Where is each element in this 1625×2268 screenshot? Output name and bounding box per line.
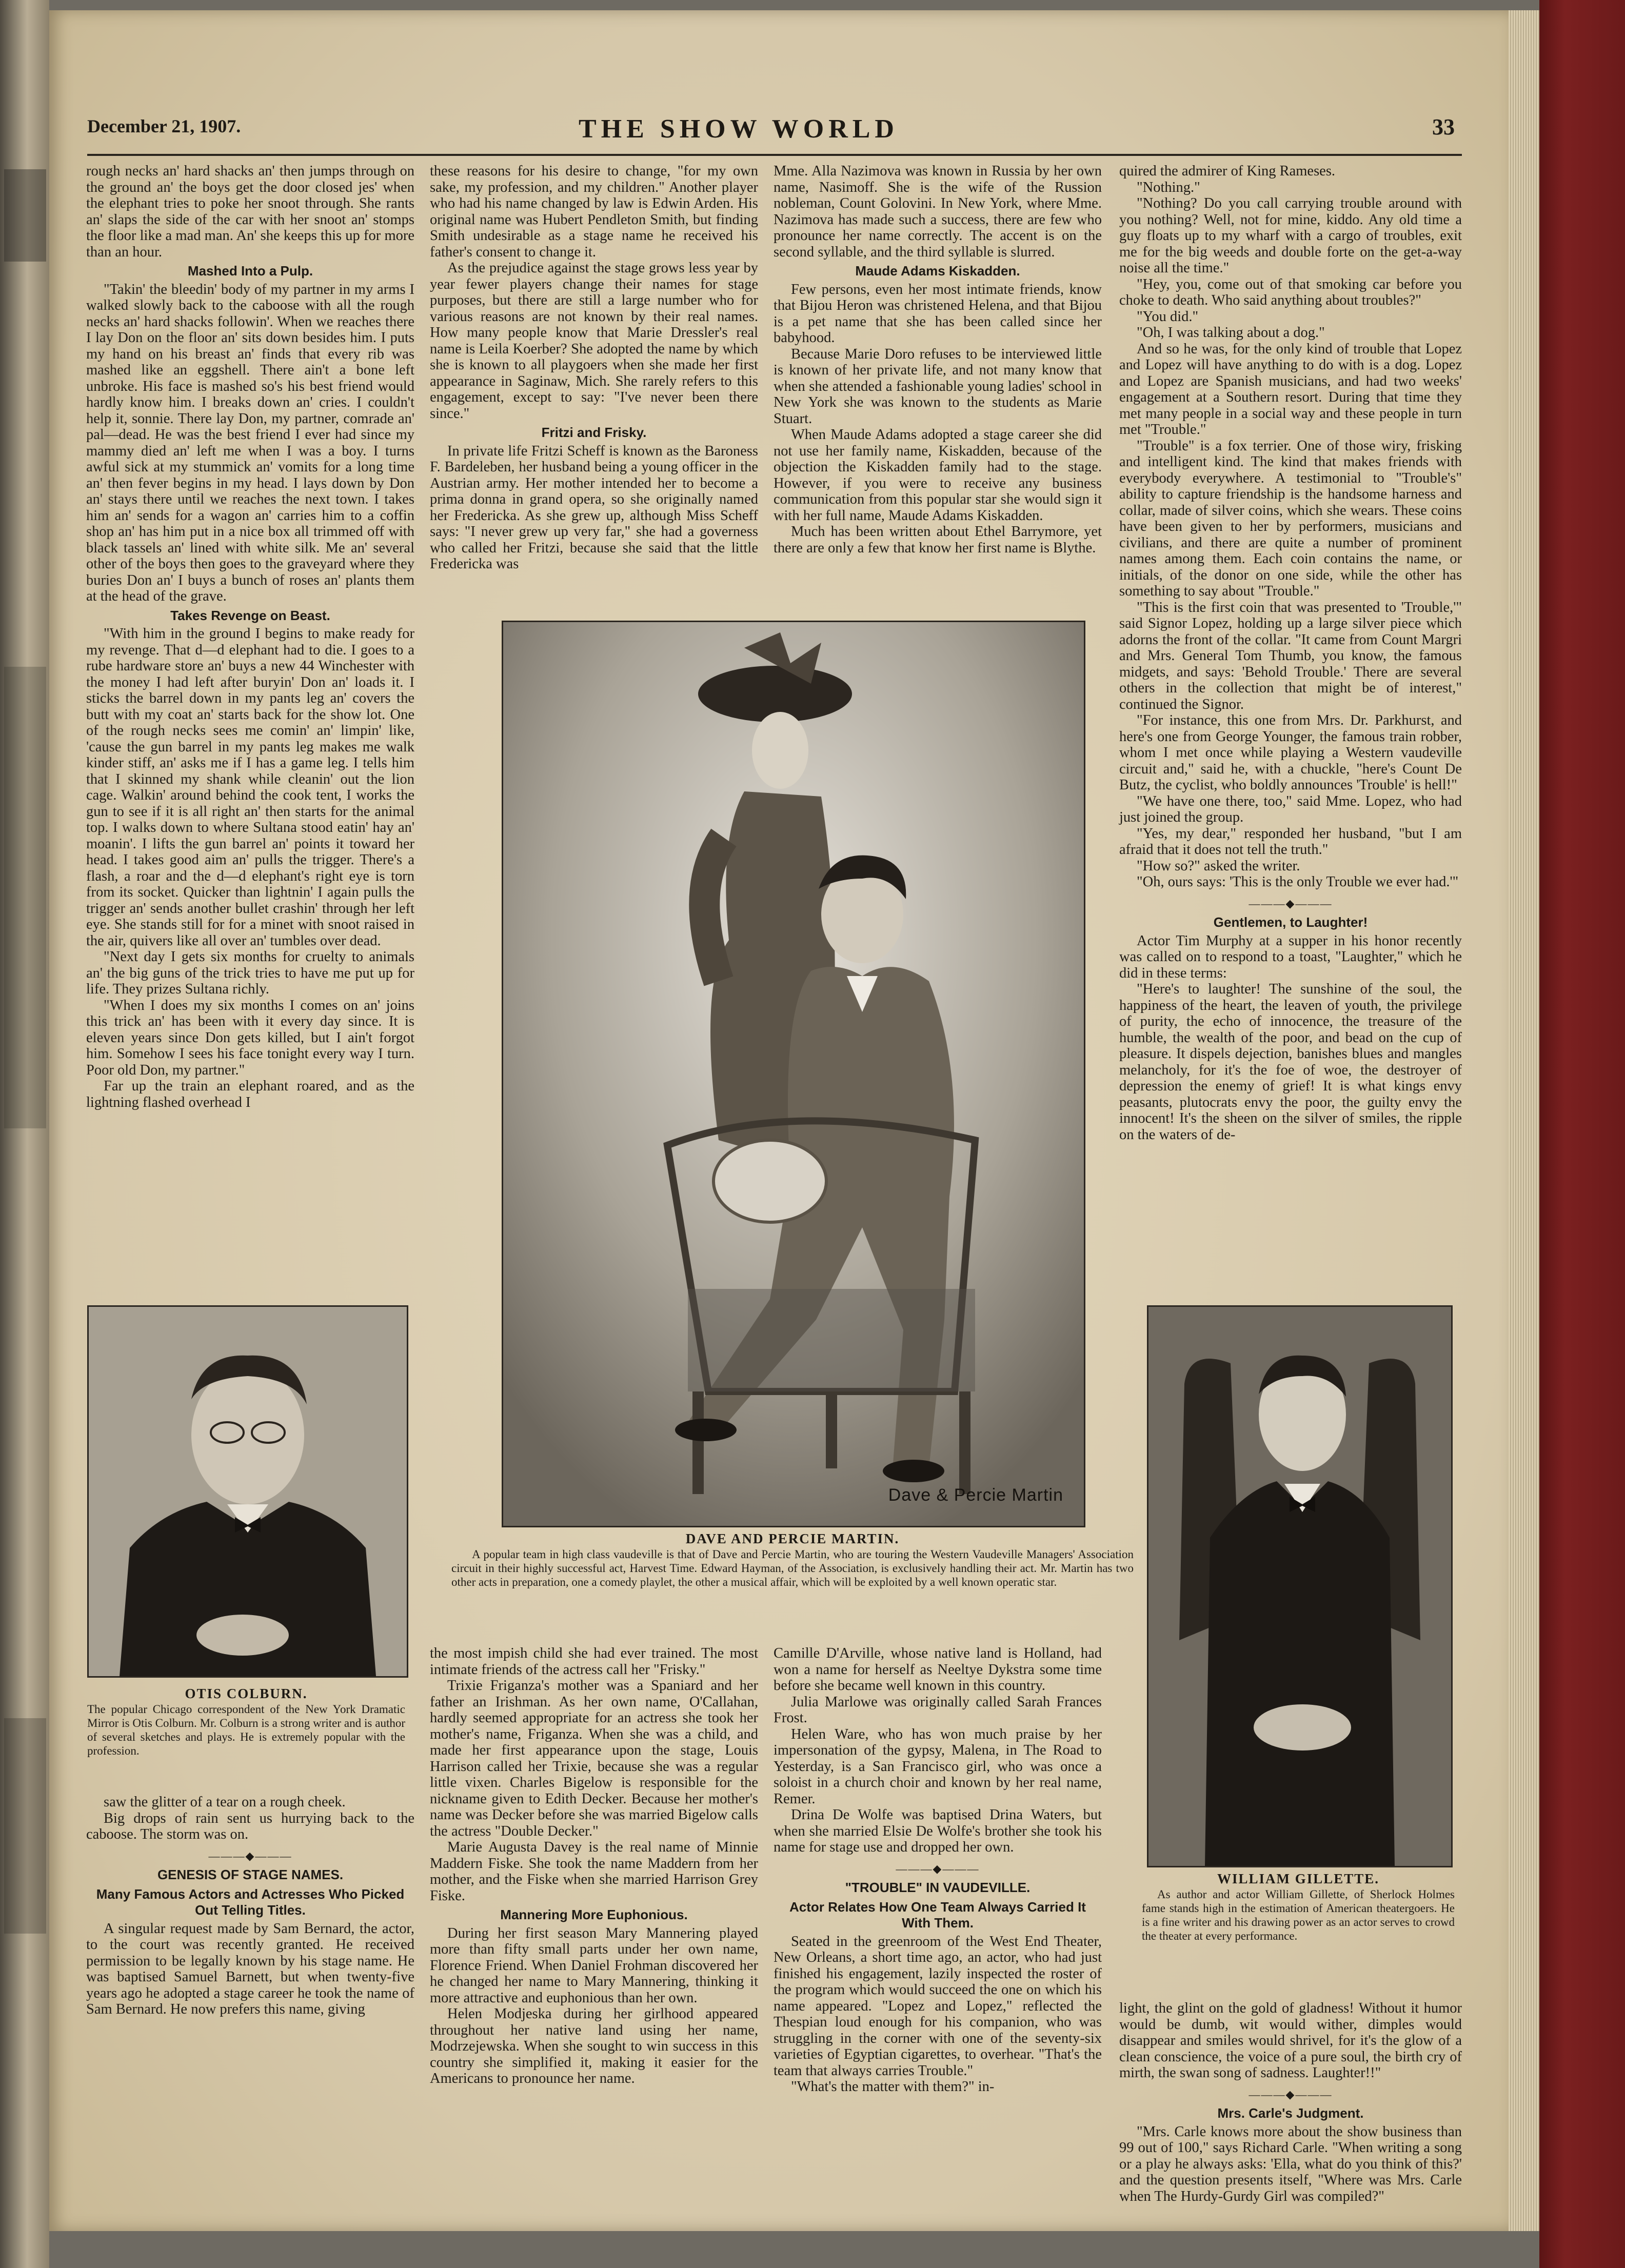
otis-colburn-caption: [87, 1686, 405, 1809]
column-2-top: [430, 163, 758, 614]
paragraph: quired the admirer of King Rameses.: [1119, 163, 1336, 179]
paragraph: "Oh, I was talking about a dog.": [1137, 325, 1325, 341]
paragraph: rough necks an' hard shacks an' then jumps through on the ground an' the boys get the door closed jes' when the elephant tries to poke her snoot through. She rants an' slaps the side of the car with her snoot an' stomps the floor like a mad man. An' she keeps this up for more than an hour.: [86, 163, 414, 260]
paragraph: Few persons, even her most intimate friends, know that Bijou Heron was christened Helena, and that Bijou is a pet name that she has been called since her babyhood.: [774, 281, 1102, 346]
paragraph: saw the glitter of a tear on a rough cheek.: [104, 1794, 346, 1810]
paragraph: Much has been written about Ethel Barrymore, yet there are only a few that know her first name is Blythe.: [774, 524, 1102, 556]
paragraph: "This is the first coin that was presented to 'Trouble,'" said Signor Lopez, holding up a large silver piece which adorns the front of the collar. "It came from Count Margri and Mrs. General Tom Thumb, you know, the famous midgets, and says: 'Behold Trouble.' There are several others in the collection that might be of interest," continued the Signor.: [1119, 599, 1462, 712]
column-4-top: [1119, 163, 1462, 1297]
paragraph: "You did.": [1137, 308, 1199, 325]
william-gillette-photo: [1147, 1305, 1453, 1867]
paragraph: "Takin' the bleedin' body of my partner in my arms I walked slowly back to the caboose with all the rough necks an' hard shacks followin'. When we reaches there I lay Don on the floor an' sits down besides him. I puts my hand on his breast an' finds that every rib was mashed like an eggshell. There ain't a bone left unbroke. His face is mashed so's his best friend would hardly know him. I breaks down an' cries. I couldn't help it, sonnie. There lay Don, my partner, comrade an' pal—dead. He was the best friend I ever had since my mammy died an' left me when I was a boy. I turns awful sick at my stummick an' vomits for a long time an' then fever begins in my head. I lays down by Don an' stays there until we reaches the next town. I takes him an' sends for a wagon an' carries him to a coffin shop an' has him put in a nice box all trimmed off with black tassels an' lined with white silk. Me an' several other of the boys then goes to the graveyard where they buries Don an' I buys a bunch of roses an' plants them at the head of the grave.: [86, 281, 414, 604]
paragraph: A singular request made by Sam Bernard, the actor, to the court was recently granted. He received permission to be legally known by his stage name. He was baptised Samuel Barnett, but when twenty-five years ago he adopted a stage career he took the name of Sam Bernard. He now prefers this name, giving: [86, 1920, 414, 2017]
paragraph: "When I does my six months I comes on an' joins this trick an' has been with it every day since. It is eleven years since Don gets killed, but I ain't forgot him. Somehow I sees his face tonight every way I turn. Poor old Don, my partner.": [86, 997, 414, 1078]
paragraph: Trixie Friganza's mother was a Spaniard and her father an Irishman. As her own name, O'Callahan, hardly seemed appropriate for an actress she took her mother's name, Friganza. When she was a child, and made her first appearance upon the stage, Louis Harrison called her Trixie, because she was a regular little vixen. Charles Bigelow is responsible for the nickname given to Edith Decker. Because her mother's name was Decker before she was married Bigelow calls the actress "Double Decker.": [430, 1678, 758, 1839]
book-cover: [1539, 0, 1625, 2268]
section-heading: Gentlemen, to Laughter!: [1213, 914, 1368, 930]
masthead-title: THE SHOW WORLD: [579, 114, 899, 144]
paragraph: Mme. Alla Nazimova was known in Russia by her own name, Nasimoff. She is the wife of the Russion nobleman, Count Golovini. In New York, where Mme. Nazimova has made such a success, there are few who pronounce her name correctly. The accent is on the second syllable, and the third syllable is slurred.: [774, 163, 1102, 260]
paragraph: "Here's to laughter! The sunshine of the soul, the happiness of the heart, the leaven of youth, the privilege of purity, the echo of innocence, the treasure of the humble, the wealth of the poor, and bead on the cup of pleasure. It dispels dejection, banishes blues and mangles melancholy, for it's the foe of woe, the destroyer of depression the enemy of grief! It is what kings envy peasants, plutocrats envy the poor, the guilty envy the innocent! It's the sheen on the silver of smiles, the ripple on the waters of de-: [1119, 981, 1462, 1143]
paragraph: "Next day I gets six months for cruelty to animals an' the big guns of the trick tries to have me put up for life. They prizes Sultana richly.: [86, 949, 414, 997]
page-number: 33: [1432, 114, 1455, 140]
caption-title: DAVE AND PERCIE MARTIN.: [685, 1531, 900, 1546]
column-3-top: [774, 163, 1102, 614]
column-1-top: [86, 163, 414, 1304]
paragraph: "Yes, my dear," responded her husband, "but I am afraid that it does not tell the truth.": [1119, 825, 1462, 858]
subheading: Actor Relates How One Team Always Carried It With Them.: [789, 1899, 1086, 1931]
caption-title: WILLIAM GILLETTE.: [1217, 1871, 1380, 1886]
paragraph: "Trouble" is a fox terrier. One of those wiry, frisking and intelligent kind. The kind that makes friends with everybody everywhere. A testimonial to "Trouble's" ability to capture friendship is the handsome harness and collar, made of silver coins, which she wears. These coins have been given to her by performers, musicians and civilians, and there are quite a number of prominent names among them. Each coin contains the name, or initials, of the donor on one side, while the other has something to say about "Trouble.": [1119, 437, 1462, 599]
paragraph: "Hey, you, come out of that smoking car before you choke to death. Who said anything about troubles?": [1119, 276, 1462, 308]
paragraph: Far up the train an elephant roared, and as the lightning flashed overhead I: [86, 1078, 414, 1110]
subheading: Mashed Into a Pulp.: [187, 263, 313, 278]
paragraph: "How so?" asked the writer.: [1137, 858, 1300, 874]
subheading: Fritzi and Frisky.: [541, 425, 647, 440]
subheading: Mannering More Euphonious.: [500, 1907, 688, 1922]
paragraph: Drina De Wolfe was baptised Drina Waters, but when she married Elsie De Wolfe's brother she took his name for stage use and dropped her own.: [774, 1807, 1102, 1855]
section-divider: ———◆———: [1249, 2087, 1333, 2101]
column-2-bottom: [430, 1645, 758, 2189]
section-heading: "TROUBLE" IN VAUDEVILLE.: [845, 1880, 1031, 1895]
paragraph: Actor Tim Murphy at a supper in his honor recently was called on to respond to a toast, "Laughter," which he did in these terms:: [1119, 932, 1462, 981]
caption-text: As author and actor William Gillette, of Sherlock Holmes fame stands high in the estimation of American theatergoers. He is a fine writer and his drawing power as an actor serves to crowd the theater at every performance.: [1142, 1887, 1455, 1942]
paragraph: "We have one there, too," said Mme. Lopez, who had just joined the group.: [1119, 793, 1462, 825]
paragraph: "For instance, this one from Mrs. Dr. Parkhurst, and here's one from George Younger, the famous train robber, whom I met once while playing a Western vaudeville circuit and," said he, with a chuckle, "here's Count De Butz, the cyclist, who boldly announces 'Trouble' is hell!": [1119, 712, 1462, 793]
paragraph: these reasons for his desire to change, "for my own sake, my profession, and my children." Another player who had his name changed by law is Edwin Arden. His original name was Hubert Pendleton Smith, but finding Smith undesirable as a stage name he received his father's consent to change it.: [430, 163, 758, 260]
paragraph: "With him in the ground I begins to make ready for my revenge. That d—d elephant had to die. I goes to a rube hardware store an' buys a new 44 Winchester with the money I had left after buryin' Don an' loads it. I sticks the barrel down in my pants leg an' covers the butt with my coat an' starts back for the show lot. One of the rough necks sees me comin' an' limpin' like, 'cause the gun barrel in my pants leg makes me walk kinder stiff, an' asks me if I has a game leg. I tells him that I skinned my shank while cleanin' out the lion cage. Walkin' around behind the cook tent, I works the gun to see if it is all right an' then starts for the animal top. I walks down to where Sultana stood eatin' hay an' moanin'. I lifts the gun barrel an' points it toward her head. I takes good aim an' pulls the trigger. There's a flash, a roar and the d—d elephant's right eye is torn from its socket. Quicker than lightnin' I again pulls the trigger an' sends another bullet crashin' through her left eye. She stands still for for a minet with snoot raised in the air, quivers like all over an' tumbles over dead.: [86, 626, 414, 949]
section-heading: GENESIS OF STAGE NAMES.: [157, 1867, 344, 1882]
paragraph: Seated in the greenroom of the West End Theater, New Orleans, a short time ago, an actor, who had just finished his engagement, lazily inspected the roster of the program which would succeed the one on which his name appeared. "Lopez and Lopez," reflected the Thespian loud enough for his companion, who was struggling in the corner with one of the seventy-six varieties of Egyptian cigarettes, to overhear. "That's the team that always carries Trouble.": [774, 1933, 1102, 2079]
paragraph: "What's the matter with them?" in-: [791, 2079, 995, 2095]
paragraph: light, the glint on the gold of gladness! Without it humor would be dumb, wit would wither, dimples would disappear and smiles would shrivel, for it's the glow of a clean conscience, the voice of a pure soul, the birth cry of mirth, the swan song of sadness. Laughter!!": [1119, 2000, 1462, 2081]
paragraph: Because Marie Doro refuses to be interviewed little is known of her private life, and not many know that when she attended a fashionable young ladies' school in New York she was known to the students as Marie Stuart.: [774, 346, 1102, 427]
paragraph: And so he was, for the only kind of trouble that Lopez and Lopez will have anything to do with is a dog. Lopez and Lopez are Spanish musicians, and had two weeks' engagement at a Southern resort. During that time they met many people in a social way and these people in turn met "Trouble.": [1119, 341, 1462, 437]
paragraph: As the prejudice against the stage grows less year by year fewer players change their names for stage purposes, but there are still a large number who for various reasons are not known by their real names. How many people know that Marie Dressler's real name is Leila Koerber? She adopted the name by which she is known to all playgoers when she made her first appearance in Saginaw, Mich. She rarely refers to this engagement, except to say: "I've never been there since.": [430, 260, 758, 422]
column-1-bottom: [86, 1794, 414, 2194]
paragraph: Helen Modjeska during her girlhood appeared throughout her native land using her name, Modrzejewska. When she sought to win success in this country she simplified it, making it easier for the Americans to pronounce her name.: [430, 2006, 758, 2086]
column-3-bottom: [774, 1645, 1102, 2189]
paragraph: When Maude Adams adopted a stage career she did not use her family name, Kiskadden, because of the objection the Kiskadden family had to the stage. However, if you were to receive any business communication from this popular star she would sign it with her full name, Maude Adams Kiskadden.: [774, 427, 1102, 524]
section-heading: Mrs. Carle's Judgment.: [1217, 2105, 1364, 2121]
subheading: Maude Adams Kiskadden.: [855, 263, 1020, 278]
paragraph: "Oh, ours says: 'This is the only Trouble we ever had.'": [1137, 874, 1459, 890]
photo-signature: Dave & Percie Martin: [888, 1485, 1063, 1505]
subheading: Takes Revenge on Beast.: [170, 607, 330, 623]
section-divider: ———◆———: [208, 1849, 292, 1862]
paragraph: "Nothing.": [1137, 179, 1200, 195]
column-4-bottom: [1119, 2000, 1462, 2204]
issue-date: December 21, 1907.: [87, 116, 241, 136]
paragraph: During her first season Mary Mannering played more than fifty small parts under her own name, Florence Friend. When Daniel Frohman discovered her he changed her name to Mary Mannering, thinking it more attractive and euphonious than her own.: [430, 1925, 758, 2006]
previous-page-edge: [0, 0, 49, 2268]
paragraph: Big drops of rain sent us hurrying back to the caboose. The storm was on.: [86, 1810, 414, 1842]
caption-text: The popular Chicago correspondent of the New York Dramatic Mirror is Otis Colburn. Mr. Colburn is a strong writer and is author of several sketches and plays. He is extremely popular with the profession.: [87, 1702, 405, 1757]
paragraph: the most impish child she had ever trained. The most intimate friends of the actress call her "Frisky.": [430, 1645, 758, 1678]
paragraph: In private life Fritzi Scheff is known as the Baroness F. Bardeleben, her husband being a young officer in the Austrian army. Her mother intended her to become a prima donna in grand opera, so she originally named her Fredericka. As she grew up, although Miss Scheff says: "I never grew up very far," she had a governess who called her Fritzi, because she said that the little Fredericka was: [430, 443, 758, 572]
section-divider: ———◆———: [896, 1862, 980, 1875]
paragraph: Julia Marlowe was originally called Sarah Frances Frost.: [774, 1694, 1102, 1726]
subheading: Many Famous Actors and Actresses Who Picked Out Telling Titles.: [96, 1886, 405, 1918]
william-gillette-caption: [1142, 1871, 1455, 1989]
paragraph: Helen Ware, who has won much praise by her impersonation of the gypsy, Malena, in The Road to Yesterday, is a San Francisco girl, who was once a soloist in a church choir and known by her real name, Remer.: [774, 1726, 1102, 1807]
caption-text: A popular team in high class vaudeville is that of Dave and Percie Martin, who are touring the Western Vaudeville Managers' Association circuit in their highly successful act, Harvest Time. Edward Hayman, of the Association, is exclusively handling their act. Mr. Martin has two other acts in preparation, one a comedy playlet, the other a musical affair, which will be exploited by a well known operatic star.: [451, 1547, 1134, 1588]
paragraph: Marie Augusta Davey is the real name of Minnie Maddern Fiske. She took the name Maddern from her mother, and the Fiske when she married Harrison Grey Fiske.: [430, 1839, 758, 1904]
dave-and-percie-martin-caption: [451, 1531, 1134, 1634]
paragraph: Camille D'Arville, whose native land is Holland, had won a name for herself as Neeltye Dykstra some time before she became well known in this country.: [774, 1645, 1102, 1694]
dave-and-percie-martin-photo: [502, 621, 1085, 1527]
caption-title: OTIS COLBURN.: [185, 1686, 308, 1701]
section-divider: ———◆———: [1249, 897, 1333, 910]
paragraph: "Mrs. Carle knows more about the show business than 99 out of 100," says Richard Carle. "When writing a song or a play he always asks: 'Ella, what do you think of this?' and the question presents itself, "Where was Mrs. Carle when The Hurdy-Gurdy Girl was compiled?": [1119, 2123, 1462, 2204]
otis-colburn-photo: [87, 1305, 408, 1678]
paragraph: "Nothing? Do you call carrying trouble around with you nothing? Well, not for mine, kiddo. Any old time a guy floats up to my wharf with a cargo of troubles, exit me for the big weeds and double forte on the get-a-way noise all the time.": [1119, 195, 1462, 276]
page-edges: [1509, 10, 1539, 2231]
header-rule: [87, 154, 1462, 156]
